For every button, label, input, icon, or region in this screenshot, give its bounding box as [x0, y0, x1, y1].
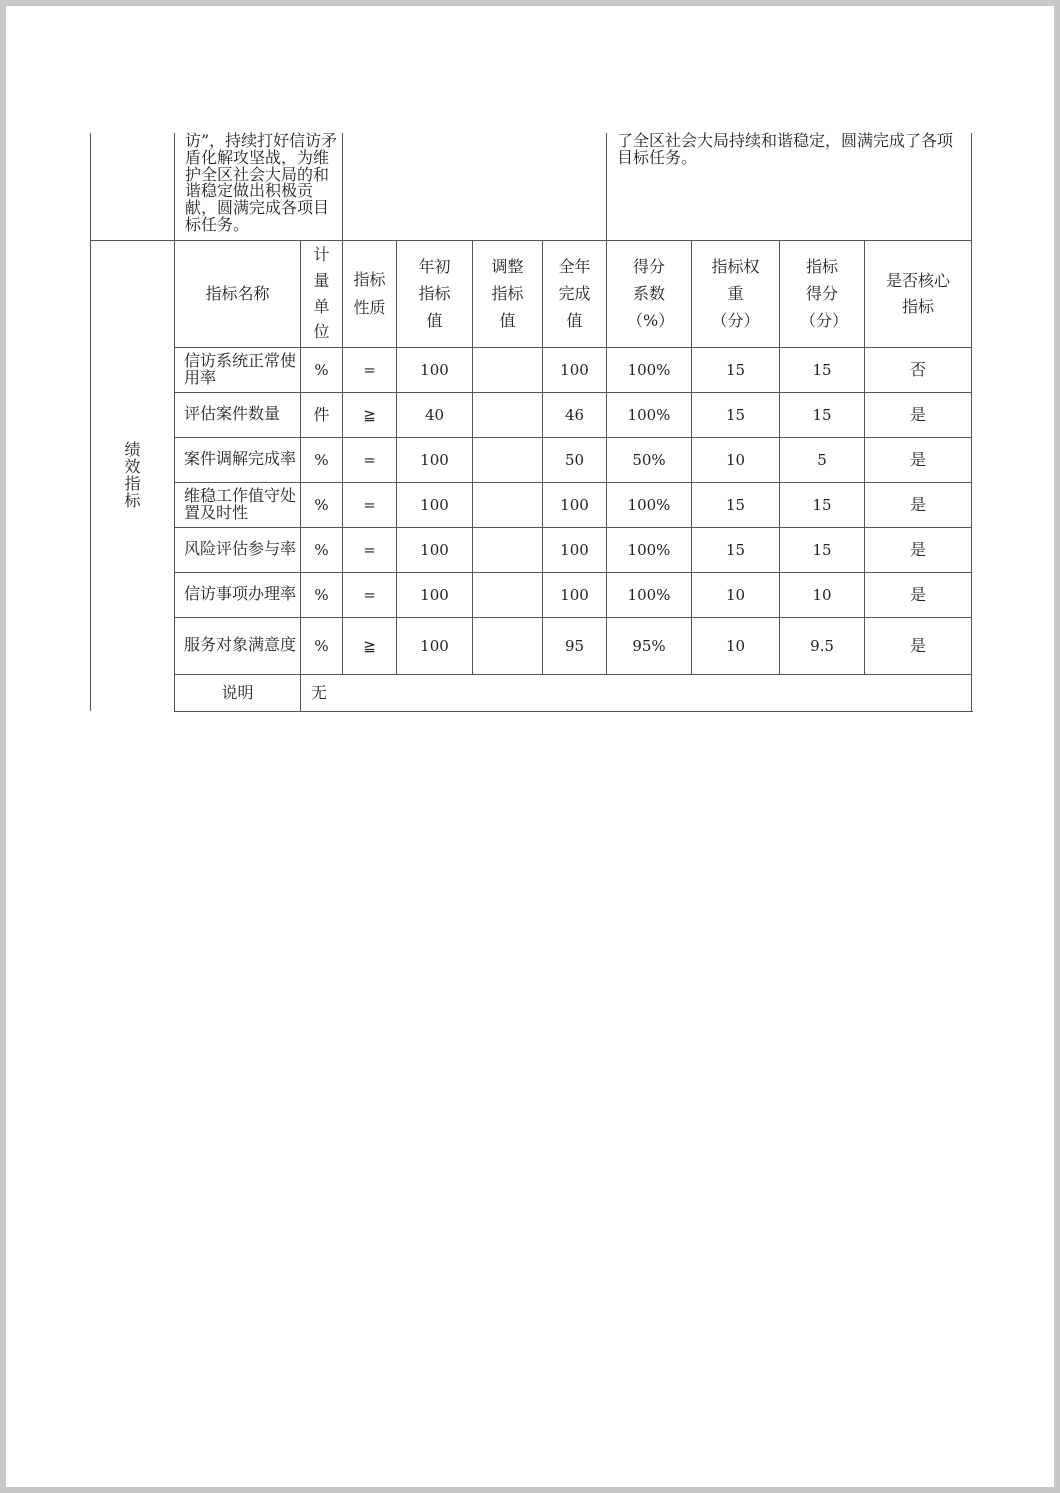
score-cell: 10 — [780, 572, 865, 617]
coefficient-cell: 100% — [607, 347, 692, 392]
header-score: 指标得分（分） — [780, 240, 865, 347]
completed-value-cell: 100 — [543, 482, 607, 527]
indicator-name: 信访系统正常使用率 — [175, 347, 301, 392]
note-row — [91, 674, 972, 711]
completed-value-cell: 100 — [543, 527, 607, 572]
header-core-indicator: 是否核心指标 — [865, 240, 972, 347]
weight-cell: 15 — [692, 392, 780, 437]
nature-cell: = — [343, 347, 397, 392]
indicator-name: 信访事项办理率 — [175, 572, 301, 617]
core-cell: 是 — [865, 527, 972, 572]
table-row — [91, 572, 972, 617]
indicator-name: 风险评估参与率 — [175, 527, 301, 572]
indicator-name: 服务对象满意度 — [175, 617, 301, 674]
initial-value-cell: 40 — [397, 392, 473, 437]
adjusted-value-cell — [473, 617, 543, 674]
indicator-name: 维稳工作值守处置及时性 — [175, 482, 301, 527]
unit-cell: % — [301, 572, 343, 617]
nature-cell: = — [343, 527, 397, 572]
initial-value-cell: 100 — [397, 347, 473, 392]
table-row — [91, 527, 972, 572]
initial-value-cell: 100 — [397, 617, 473, 674]
unit-cell: % — [301, 347, 343, 392]
unit-cell: 件 — [301, 392, 343, 437]
adjusted-value-cell — [473, 572, 543, 617]
header-adjusted-value: 调整指标值 — [473, 240, 543, 347]
table-row — [91, 347, 972, 392]
weight-cell: 15 — [692, 482, 780, 527]
performance-section-label-text: 绩效指标 — [124, 440, 141, 510]
indicator-name: 评估案件数量 — [175, 392, 301, 437]
core-cell: 是 — [865, 572, 972, 617]
header-score-coefficient: 得分系数（%） — [607, 240, 692, 347]
initial-value-cell: 100 — [397, 527, 473, 572]
score-cell: 15 — [780, 482, 865, 527]
core-cell: 是 — [865, 617, 972, 674]
adjusted-value-cell — [473, 482, 543, 527]
unit-cell: % — [301, 527, 343, 572]
coefficient-cell: 95% — [607, 617, 692, 674]
document-page — [6, 6, 1054, 1487]
weight-cell: 10 — [692, 572, 780, 617]
nature-cell: ≧ — [343, 392, 397, 437]
nature-cell: = — [343, 572, 397, 617]
table-row — [91, 392, 972, 437]
performance-section-label — [91, 240, 175, 711]
unit-cell: % — [301, 617, 343, 674]
completed-value-cell: 100 — [543, 572, 607, 617]
goal-row-label — [91, 133, 175, 240]
initial-value-cell: 100 — [397, 482, 473, 527]
weight-cell: 15 — [692, 527, 780, 572]
weight-cell: 10 — [692, 617, 780, 674]
result-text: 了全区社会大局持续和谐稳定，圆满完成了各项目标任务。 — [607, 133, 972, 240]
note-text: 无 — [301, 674, 972, 711]
header-indicator-name: 指标名称 — [175, 240, 301, 347]
nature-cell: ≧ — [343, 617, 397, 674]
score-cell: 5 — [780, 437, 865, 482]
header-nature: 指标性质 — [343, 240, 397, 347]
completed-value-cell: 46 — [543, 392, 607, 437]
core-cell: 否 — [865, 347, 972, 392]
adjusted-value-cell — [473, 437, 543, 482]
adjusted-value-cell — [473, 347, 543, 392]
initial-value-cell: 100 — [397, 572, 473, 617]
performance-header-row — [91, 240, 972, 347]
initial-value-cell: 100 — [397, 437, 473, 482]
coefficient-cell: 100% — [607, 572, 692, 617]
core-cell: 是 — [865, 482, 972, 527]
core-cell: 是 — [865, 437, 972, 482]
unit-cell: % — [301, 437, 343, 482]
note-label: 说明 — [175, 674, 301, 711]
goal-row — [91, 133, 972, 240]
header-unit: 计量单位 — [301, 240, 343, 347]
coefficient-cell: 100% — [607, 482, 692, 527]
completed-value-cell: 100 — [543, 347, 607, 392]
indicator-name: 案件调解完成率 — [175, 437, 301, 482]
score-cell: 15 — [780, 527, 865, 572]
score-cell: 15 — [780, 347, 865, 392]
table-row — [91, 617, 972, 674]
score-cell: 9.5 — [780, 617, 865, 674]
table-row — [91, 482, 972, 527]
completed-value-cell: 95 — [543, 617, 607, 674]
score-cell: 15 — [780, 392, 865, 437]
table-row — [91, 437, 972, 482]
header-initial-value: 年初指标值 — [397, 240, 473, 347]
coefficient-cell: 100% — [607, 527, 692, 572]
weight-cell: 15 — [692, 347, 780, 392]
nature-cell: = — [343, 437, 397, 482]
nature-cell: = — [343, 482, 397, 527]
goal-middle-cell — [343, 133, 607, 240]
coefficient-cell: 50% — [607, 437, 692, 482]
coefficient-cell: 100% — [607, 392, 692, 437]
unit-cell: % — [301, 482, 343, 527]
goal-text: 访”，持续打好信访矛盾化解攻坚战，为维护全区社会大局的和谐稳定做出积极贡献，圆满完成各项目标任务。 — [175, 133, 343, 240]
adjusted-value-cell — [473, 392, 543, 437]
completed-value-cell: 50 — [543, 437, 607, 482]
performance-table — [90, 133, 972, 712]
header-completed-value: 全年完成值 — [543, 240, 607, 347]
core-cell: 是 — [865, 392, 972, 437]
adjusted-value-cell — [473, 527, 543, 572]
header-weight: 指标权重（分） — [692, 240, 780, 347]
weight-cell: 10 — [692, 437, 780, 482]
